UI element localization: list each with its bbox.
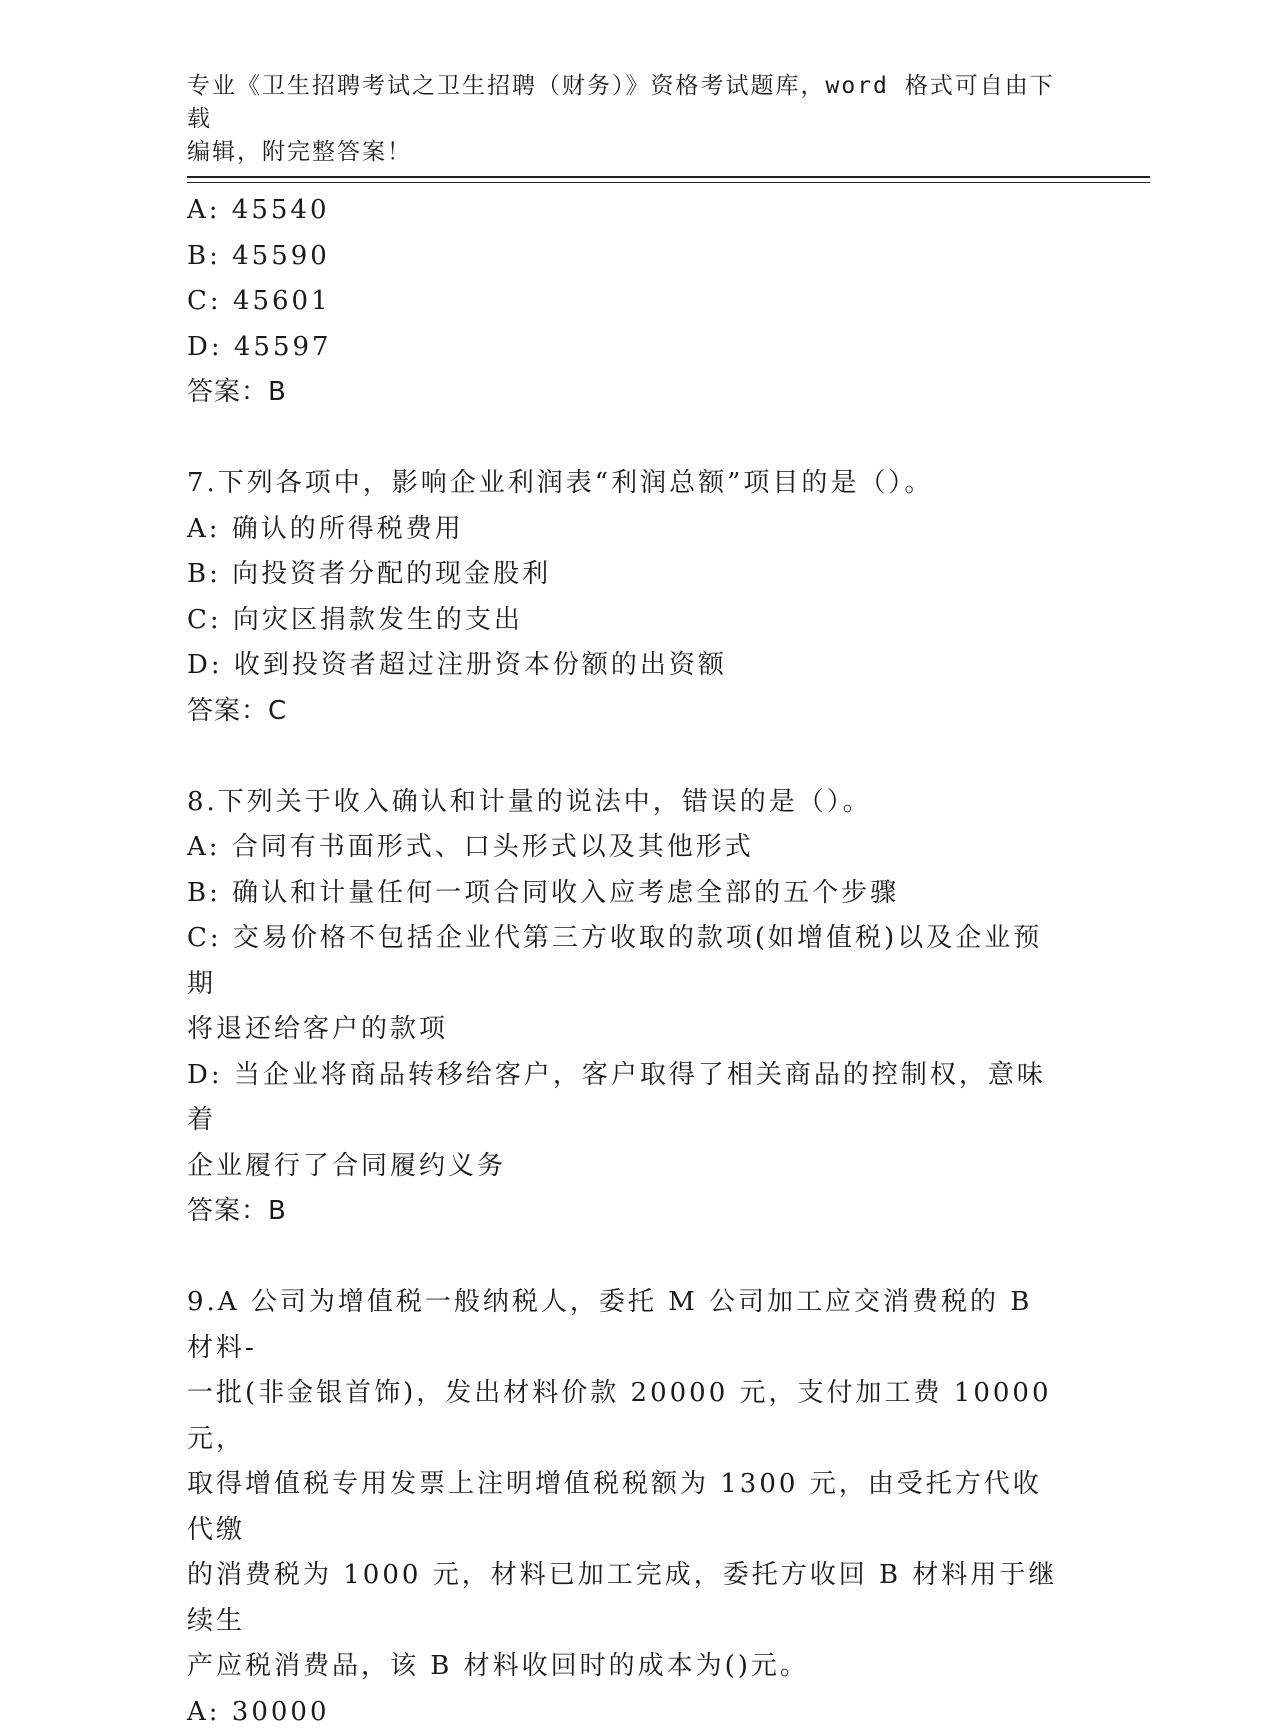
q8-option-d-line-2: 企业履行了合同履约义务: [187, 1144, 1067, 1190]
q7-option-c: C: 向灾区捐款发生的支出: [187, 598, 1067, 644]
question-7-block: [187, 461, 1067, 734]
q8-answer: 答案：B: [187, 1189, 1067, 1235]
q9-stem-line-5: 产应税消费品，该 B 材料收回时的成本为()元。: [187, 1644, 1067, 1690]
q7-answer: 答案：C: [187, 689, 1067, 735]
q8-stem: 8.下列关于收入确认和计量的说法中，错误的是（）。: [187, 780, 1067, 826]
q9-option-a: A: 30000: [187, 1690, 1067, 1735]
q8-option-a: A: 合同有书面形式、口头形式以及其他形式: [187, 825, 1067, 871]
spacer: [187, 734, 1067, 780]
q6-answer: 答案：B: [187, 370, 1067, 416]
q8-option-c-line-1: C: 交易价格不包括企业代第三方收取的款项(如增值税)以及企业预期: [187, 916, 1067, 1007]
q9-stem-line-3: 取得增值税专用发票上注明增值税税额为 1300 元，由受托方代收代缴: [187, 1462, 1067, 1553]
q9-stem-line-1: 9.A 公司为增值税一般纳税人，委托 M 公司加工应交消费税的 B 材料-: [187, 1280, 1067, 1371]
q9-stem-line-4: 的消费税为 1000 元，材料已加工完成，委托方收回 B 材料用于继续生: [187, 1553, 1067, 1644]
spacer: [187, 1235, 1067, 1281]
header-divider-thin: [187, 182, 1150, 183]
q7-option-a: A: 确认的所得税费用: [187, 507, 1067, 553]
q6-option-b: B: 45590: [187, 234, 1067, 280]
q6-option-d: D: 45597: [187, 325, 1067, 371]
q6-option-c: C: 45601: [187, 279, 1067, 325]
header-line-2: 编辑，附完整答案！: [187, 136, 1067, 169]
q8-option-d-line-1: D: 当企业将商品转移给客户，客户取得了相关商品的控制权，意味着: [187, 1053, 1067, 1144]
question-content: [187, 188, 1067, 1735]
header-divider-thick: [187, 176, 1150, 178]
q7-stem: 7.下列各项中，影响企业利润表“利润总额”项目的是（）。: [187, 461, 1067, 507]
q7-option-d: D: 收到投资者超过注册资本份额的出资额: [187, 643, 1067, 689]
q9-stem-line-2: 一批(非金银首饰)，发出材料价款 20000 元，支付加工费 10000 元，: [187, 1371, 1067, 1462]
spacer: [187, 416, 1067, 462]
q7-option-b: B: 向投资者分配的现金股利: [187, 552, 1067, 598]
q6-option-a: A: 45540: [187, 188, 1067, 234]
question-8-block: [187, 780, 1067, 1235]
q8-option-b: B: 确认和计量任何一项合同收入应考虑全部的五个步骤: [187, 871, 1067, 917]
header-line-1: 专业《卫生招聘考试之卫生招聘（财务）》资格考试题库，word 格式可自由下载: [187, 70, 1067, 136]
document-header: [187, 70, 1067, 169]
question-6-block: [187, 188, 1067, 416]
q8-option-c-line-2: 将退还给客户的款项: [187, 1007, 1067, 1053]
question-9-block: [187, 1280, 1067, 1735]
